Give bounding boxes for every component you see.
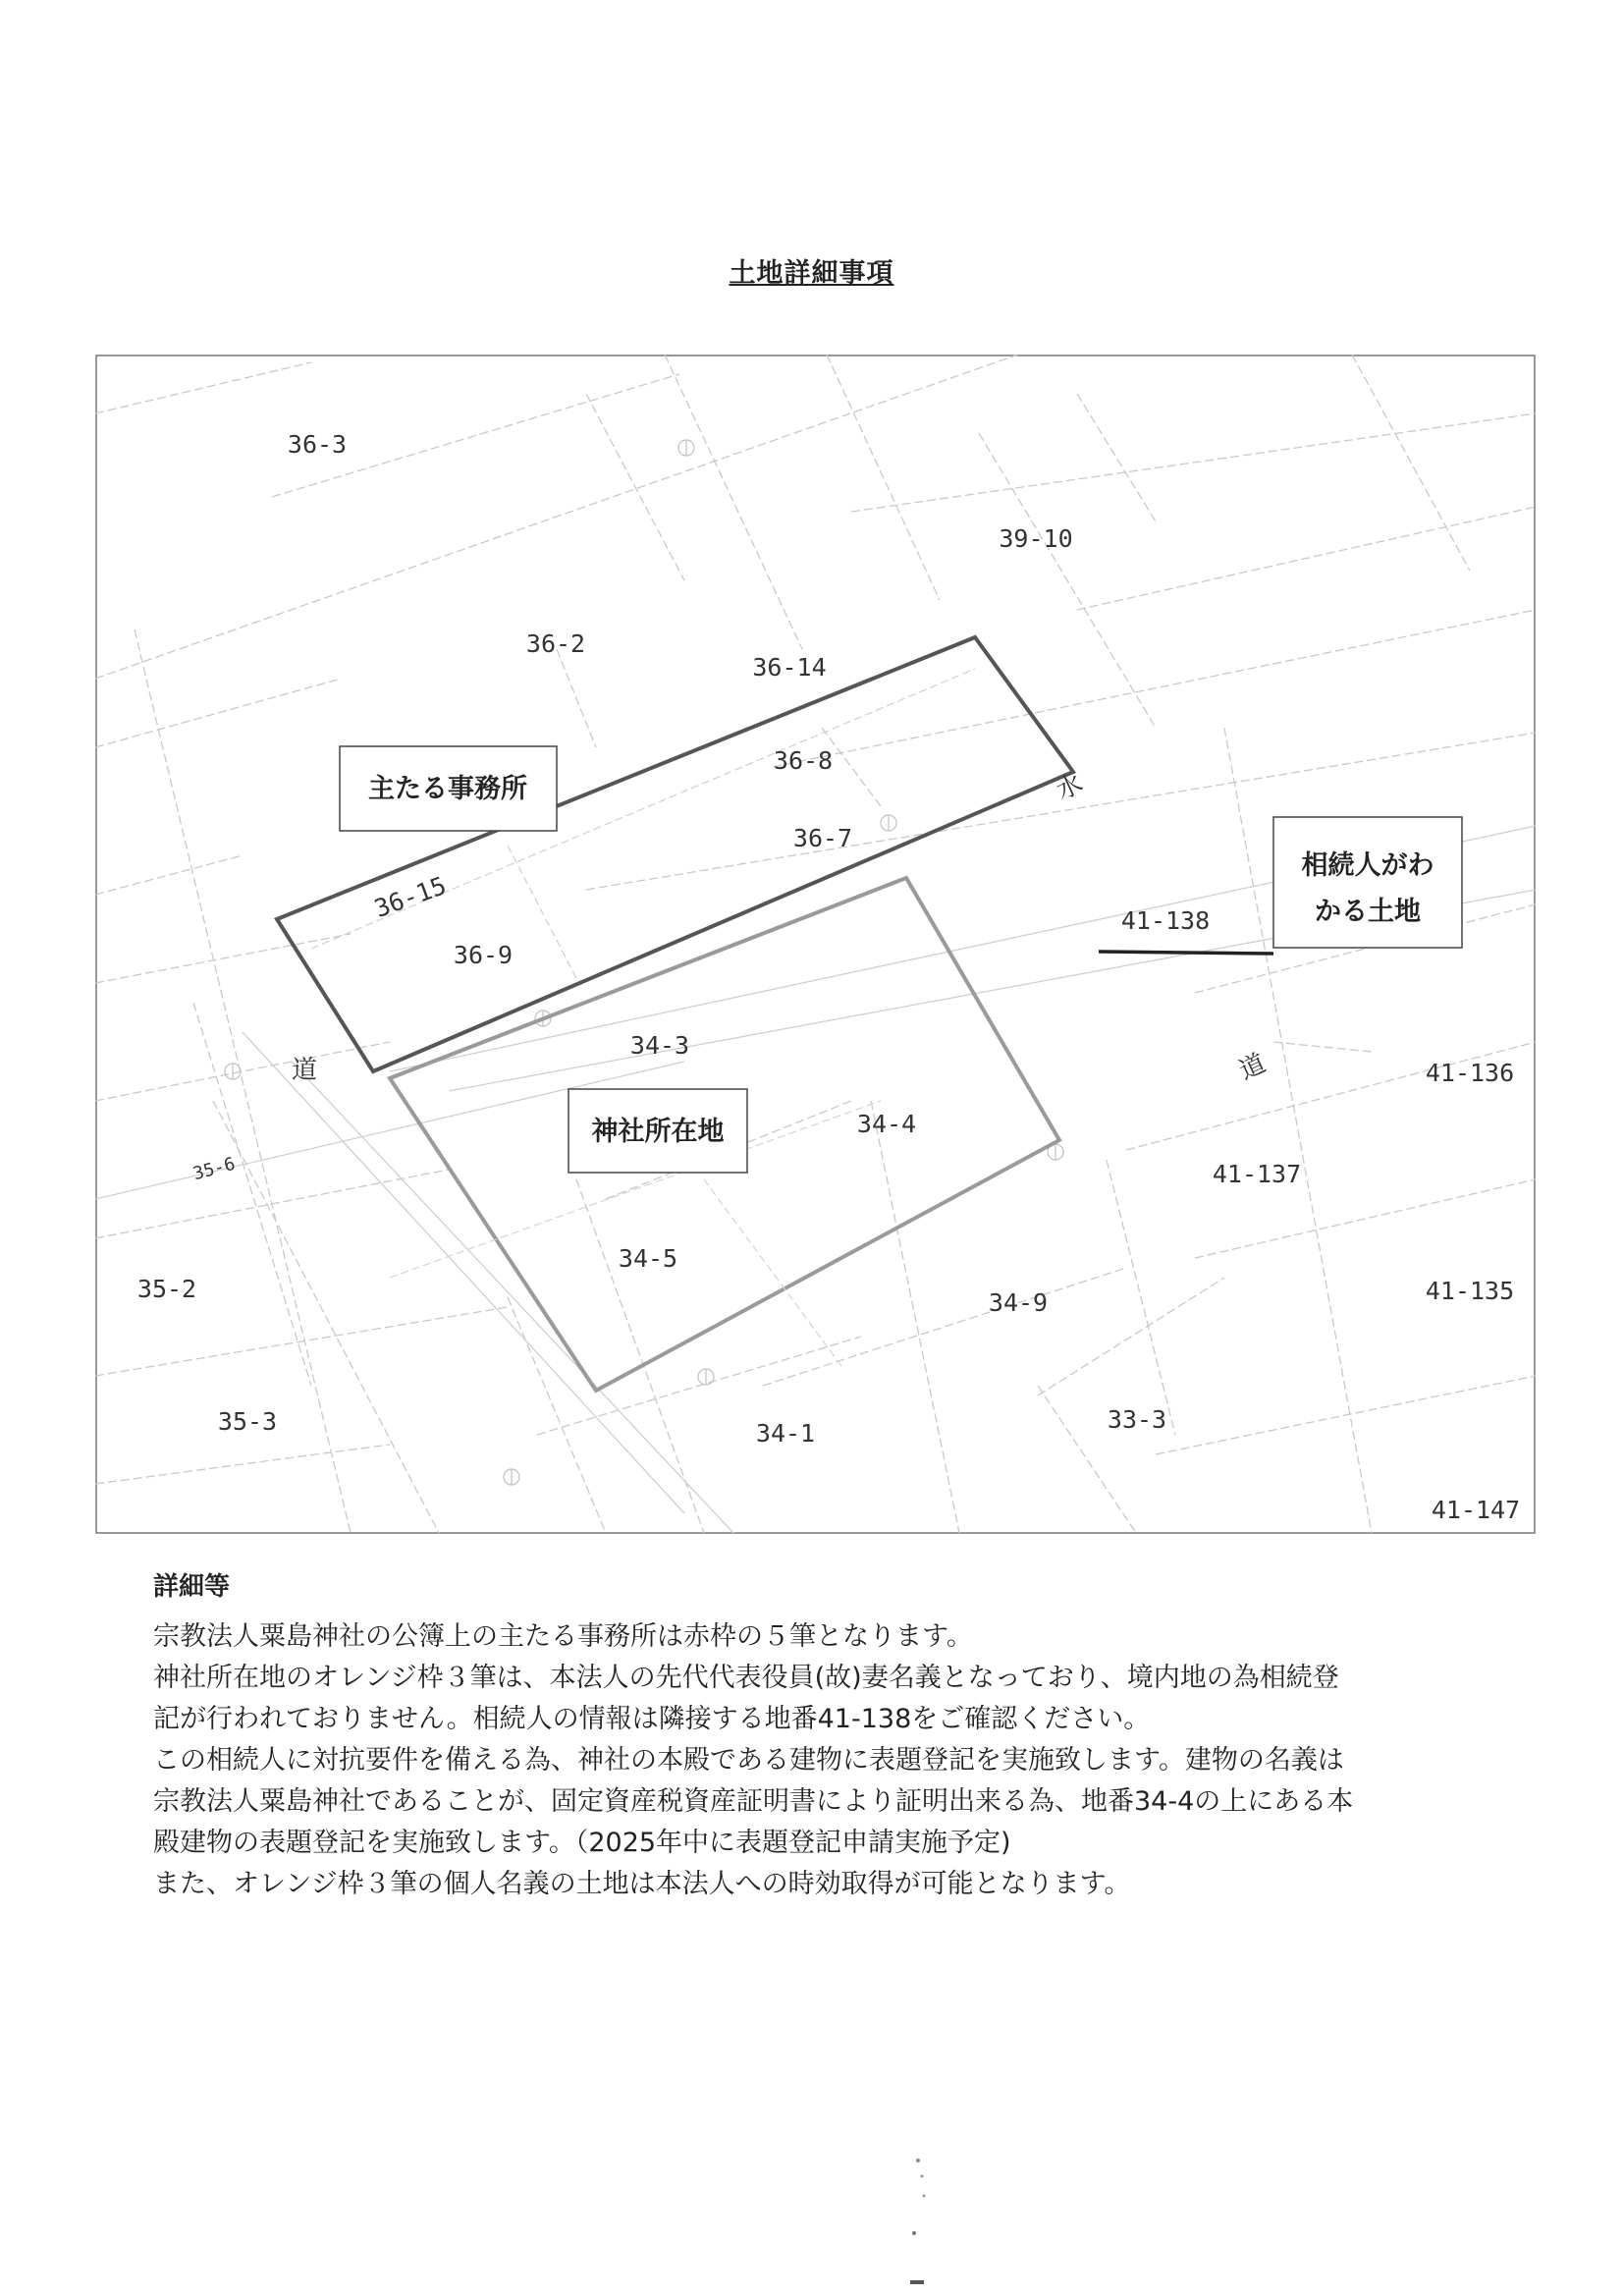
parcel-label: 41-136 <box>1425 1059 1515 1087</box>
shrine-divider <box>704 1179 841 1366</box>
parcel-label: 35-6 <box>190 1153 238 1185</box>
parcel-label: 36-14 <box>752 653 827 682</box>
road-label-right: 道 <box>1234 1048 1271 1086</box>
parcel-label: 41-138 <box>1120 906 1211 935</box>
details-line: 記が行われておりません。相続人の情報は隣接する地番41-138をご確認ください。 <box>153 1704 1151 1734</box>
parcel-label: 36-7 <box>792 824 853 852</box>
details-section <box>153 1566 1488 1905</box>
details-line: また、オレンジ枠３筆の個人名義の土地は本法人への時効取得が可能となります。 <box>153 1869 1131 1899</box>
heir-land-boundary <box>1099 952 1273 954</box>
land-map <box>95 355 1536 1534</box>
scan-specks <box>898 2151 938 2288</box>
parcel-label: 36-8 <box>773 746 834 775</box>
details-line: 殿建物の表題登記を実施致します。（2025年中に表題登記申請実施予定) <box>153 1828 1011 1858</box>
heir-land-label-box <box>1273 817 1462 948</box>
heir-land-label-line1: 相続人がわ <box>1301 850 1434 881</box>
water-label: 水 <box>1052 768 1088 806</box>
parcel-label: 36-3 <box>287 430 348 459</box>
parcel-label: 36-9 <box>453 941 514 969</box>
parcel-label: 39-10 <box>999 524 1073 553</box>
page-title: 土地詳細事項 <box>729 258 894 289</box>
details-line: 神社所在地のオレンジ枠３筆は、本法人の先代代表役員(故)妻名義となっており、境内地の為相続登 <box>153 1663 1339 1693</box>
parcel-label: 34-4 <box>856 1110 917 1138</box>
parcel-label: 35-2 <box>136 1275 197 1303</box>
main-office-label: 主たる事務所 <box>368 774 527 804</box>
main-office-frame <box>277 637 1073 1071</box>
details-line: 宗教法人粟島神社の公簿上の主たる事務所は赤枠の５筆となります。 <box>153 1621 973 1652</box>
parcel-label: 34-1 <box>755 1419 816 1448</box>
parcel-label: 41-135 <box>1425 1277 1515 1305</box>
parcel-label: 41-137 <box>1212 1160 1302 1188</box>
parcel-label: 41-147 <box>1431 1496 1521 1524</box>
details-line: この相続人に対抗要件を備える為、神社の本殿である建物に表題登記を実施致します。建物の名義は <box>153 1745 1344 1776</box>
parcel-label: 35-3 <box>217 1407 278 1436</box>
parcel-label: 36-15 <box>370 871 451 924</box>
parcel-label: 33-3 <box>1107 1405 1167 1434</box>
details-line: 宗教法人粟島神社であることが、固定資産税資産証明書により証明出来る為、地番34-4の上にある本 <box>153 1786 1354 1817</box>
road-label-left: 道 <box>291 1056 318 1085</box>
parcel-label: 36-2 <box>525 629 586 658</box>
boundary-marker-icons <box>225 440 1063 1485</box>
main-office-divider <box>508 846 576 978</box>
parcel-label: 34-9 <box>988 1288 1049 1317</box>
parcel-label: 34-3 <box>629 1031 690 1060</box>
shrine-location-label: 神社所在地 <box>591 1117 725 1147</box>
parcel-label: 34-5 <box>618 1244 678 1273</box>
heir-land-label-line2: かる土地 <box>1315 897 1421 927</box>
details-heading: 詳細等 <box>153 1572 231 1602</box>
